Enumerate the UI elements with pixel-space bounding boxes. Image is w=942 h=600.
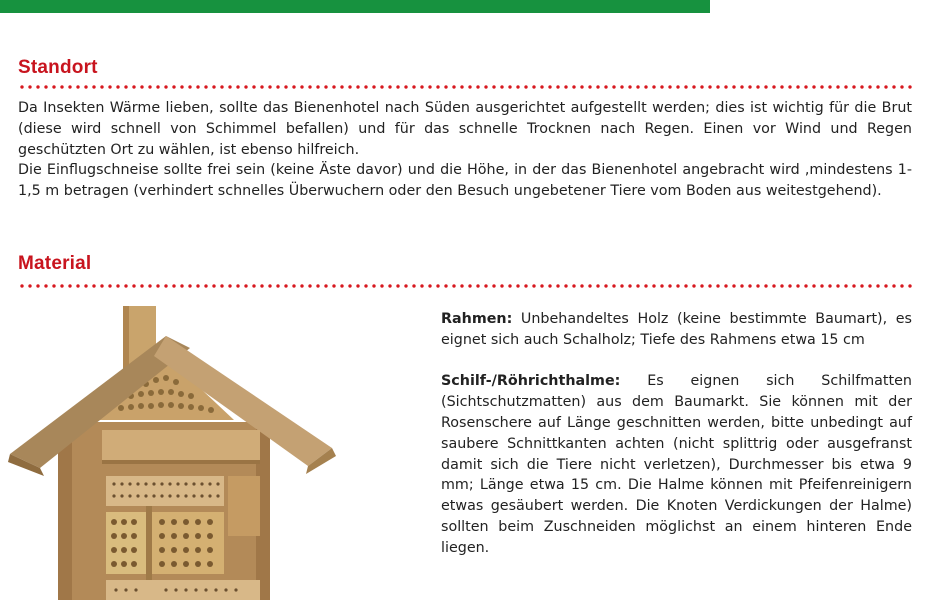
standort-text bbox=[18, 98, 912, 202]
insect-hotel-photo bbox=[6, 300, 338, 600]
top-banner bbox=[0, 0, 710, 13]
material-description: Es eignen sich Schilfmatten (Sichtschutzmatten) aus dem Baumarkt. Sie können mit der Rosenschere auf Länge geschnitten werden, bitte unbedingt auf saubere Schnittkanten achten (nicht splittrig oder ausgefranst damit sich die Tiere nicht verletzen), Durchmesser bis etwa 9 mm; Länge etwa 15 cm. Die Halme können mit Pfeifenreinigern etwas gesäubert werden. Die Knoten Verdickungen der Halme) sollten beim Zuschneiden möglichst an einem hinteren Ende liegen. bbox=[441, 373, 912, 556]
material-text bbox=[441, 309, 912, 579]
dotted-divider-standort bbox=[18, 84, 912, 90]
material-term: Schilf-/Röhrichthalme: bbox=[441, 373, 621, 390]
material-item-schilf bbox=[441, 371, 912, 558]
heading-standort: Standort bbox=[18, 57, 98, 78]
material-description: Unbehandeltes Holz (keine bestimmte Baumart), es eignet sich auch Schalholz; Tiefe des Rahmens etwa 15 cm bbox=[441, 311, 912, 348]
heading-material: Material bbox=[18, 253, 92, 274]
dotted-divider-material bbox=[18, 283, 912, 289]
material-term: Rahmen: bbox=[441, 311, 513, 327]
standort-paragraph-2: Die Einflugschneise sollte frei sein (keine Äste davor) und die Höhe, in der das Bienenhotel angebracht wird ,mindestens 1-1,5 m betragen (verhindert schnelles Überwuchern oder den Besuch ungebetener Tiere vom Boden aus weitestgehend). bbox=[18, 162, 912, 200]
material-item-rahmen bbox=[441, 309, 912, 351]
standort-paragraph-1: Da Insekten Wärme lieben, sollte das Bienenhotel nach Süden ausgerichtet aufgestellt werden; dies ist wichtig für die Brut (diese wird schnell von Schimmel befallen) und für das schnelle Trocknen nach Regen. Einen vor Wind und Regen geschützten Ort zu wählen, ist ebenso hilfreich. bbox=[18, 100, 912, 158]
